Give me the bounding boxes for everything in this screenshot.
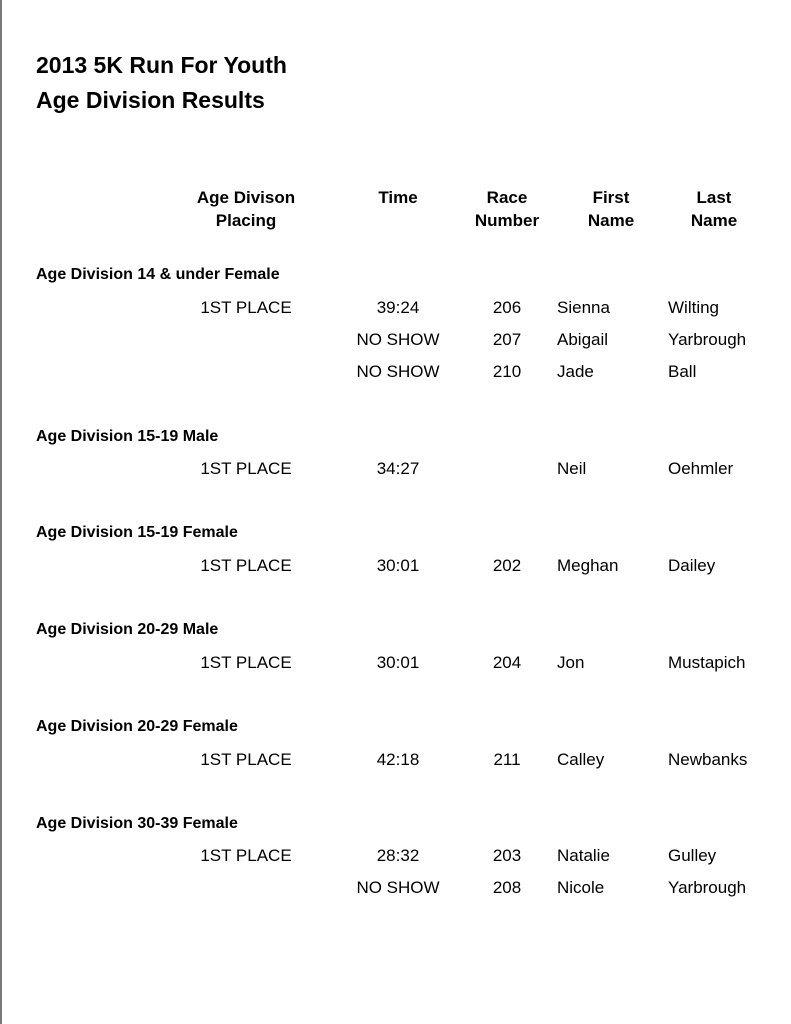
result-row: [0, 555, 791, 577]
placing-cell: 1ST PLACE: [200, 556, 292, 575]
first-name-cell: Sienna: [557, 298, 610, 317]
race-number-cell: 202: [492, 556, 522, 575]
placing-cell: 1ST PLACE: [200, 459, 292, 478]
time-cell: 30:01: [376, 556, 420, 575]
race-number-cell: 210: [492, 362, 522, 381]
header-time-line1: Time: [378, 188, 418, 207]
section-heading: Age Division 15-19 Male: [36, 428, 219, 445]
result-row: [0, 845, 791, 867]
first-name-cell: Nicole: [557, 878, 605, 897]
last-name-cell: Yarbrough: [668, 330, 747, 349]
header-race-line2: Number: [474, 211, 540, 230]
result-row: [0, 361, 791, 383]
header-first-line2: Name: [587, 211, 635, 230]
last-name-cell: Gulley: [668, 846, 717, 865]
header-race-line1: Race: [486, 188, 528, 207]
section-heading: Age Division 30-39 Female: [36, 815, 238, 832]
header-first-name: [588, 186, 634, 232]
section-heading: Age Division 20-29 Female: [36, 718, 238, 735]
section-heading: Age Division 14 & under Female: [36, 266, 280, 283]
page-left-border: [0, 0, 2, 1024]
race-number-cell: 207: [492, 330, 522, 349]
header-placing-line1: Age Divison: [196, 188, 296, 207]
race-number-cell: 206: [492, 298, 522, 317]
result-row: [0, 877, 791, 899]
first-name-cell: Calley: [557, 750, 605, 769]
last-name-cell: Yarbrough: [668, 878, 747, 897]
result-row: [0, 297, 791, 319]
time-cell: NO SHOW: [356, 362, 440, 381]
last-name-cell: Wilting: [668, 298, 720, 317]
placing-cell: 1ST PLACE: [200, 750, 292, 769]
time-cell: 28:32: [376, 846, 420, 865]
header-race-number: [475, 186, 539, 232]
race-number-cell: 211: [493, 750, 521, 769]
header-time: [378, 186, 417, 209]
placing-cell: 1ST PLACE: [200, 846, 292, 865]
section-heading: Age Division 20-29 Male: [36, 621, 219, 638]
document-title: 2013 5K Run For Youth: [36, 52, 287, 78]
result-row: [0, 458, 791, 480]
first-name-cell: Meghan: [557, 556, 619, 575]
header-placing-line2: Placing: [215, 211, 277, 230]
last-name-cell: Ball: [668, 362, 697, 381]
race-number-cell: 208: [492, 878, 522, 897]
header-last-name: [691, 186, 737, 232]
result-row: [0, 749, 791, 771]
placing-cell: 1ST PLACE: [200, 653, 292, 672]
last-name-cell: Newbanks: [668, 750, 748, 769]
time-cell: 30:01: [376, 653, 420, 672]
header-first-line1: First: [592, 188, 630, 207]
time-cell: 39:24: [376, 298, 420, 317]
last-name-cell: Mustapich: [668, 653, 746, 672]
result-row: [0, 652, 791, 674]
first-name-cell: Neil: [557, 459, 587, 478]
first-name-cell: Abigail: [557, 330, 609, 349]
time-cell: NO SHOW: [356, 330, 440, 349]
first-name-cell: Jon: [557, 653, 585, 672]
header-placing: [197, 186, 295, 232]
placing-cell: 1ST PLACE: [200, 298, 292, 317]
first-name-cell: Jade: [557, 362, 594, 381]
time-cell: NO SHOW: [356, 878, 440, 897]
race-number-cell: 203: [492, 846, 522, 865]
section-heading: Age Division 15-19 Female: [36, 524, 238, 541]
result-row: [0, 329, 791, 351]
last-name-cell: Dailey: [668, 556, 716, 575]
first-name-cell: Natalie: [557, 846, 610, 865]
header-last-line1: Last: [696, 188, 732, 207]
last-name-cell: Oehmler: [668, 459, 734, 478]
time-cell: 42:18: [376, 750, 420, 769]
race-number-cell: 204: [492, 653, 522, 672]
time-cell: 34:27: [376, 459, 420, 478]
header-last-line2: Name: [690, 211, 738, 230]
document-subtitle: Age Division Results: [36, 87, 265, 113]
